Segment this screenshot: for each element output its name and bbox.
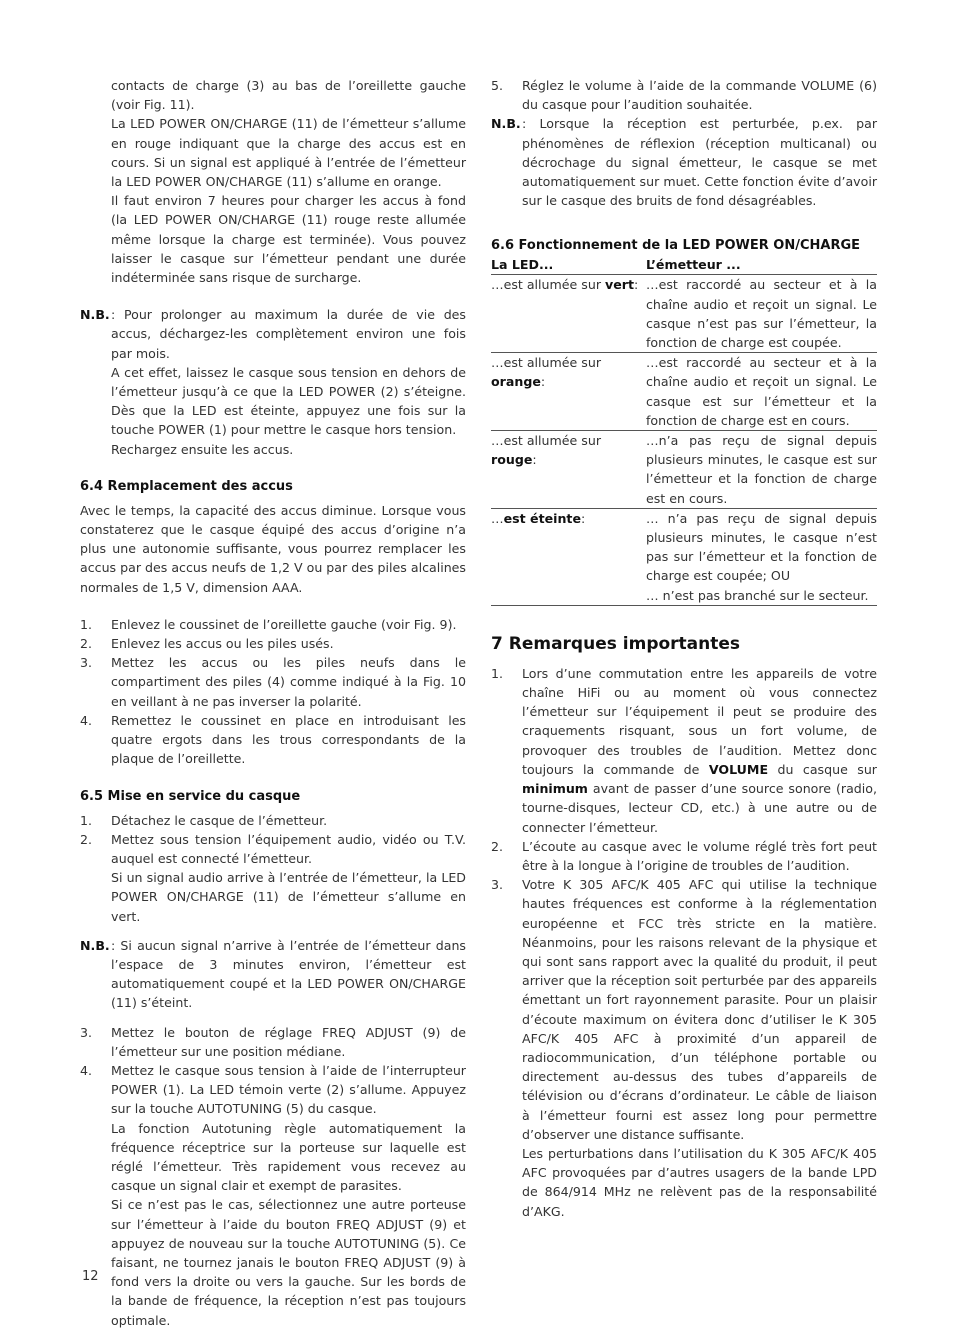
note-text: : Pour prolonger au maximum la durée de vie des accus, déchargez-les complètement environ une fois par mois. (111, 307, 466, 361)
list-text: Les perturbations dans l’utilisation du K 305 AFC/K 405 AFC provoquées par d’autres usagers de la bande LPD de 864/914 MHz ne relèvent pas de la responsabilité d’AKG. (522, 1145, 877, 1219)
list-item (80, 811, 466, 830)
list-text: Mettez sous tension l’équipement audio, vidéo ou T.V. auquel est connecté l’émetteur. (111, 831, 466, 866)
list-item (491, 837, 877, 875)
section-heading-7: 7 Remarques importantes (491, 633, 741, 654)
list-number: 2. (80, 636, 93, 652)
list-item (80, 830, 466, 926)
list-item (80, 1023, 466, 1061)
table-cell-state: …est allumée sur vert: (491, 275, 646, 353)
list-text: Réglez le volume à l’aide de la commande VOLUME (6) du casque pour l’audition souhaitée. (522, 78, 877, 113)
list-text: Si un signal audio arrive à l’entrée de l’émetteur, la LED POWER ON/CHARGE (11) de l’émetteur s’allume en vert. (111, 870, 466, 924)
list-item: 1. Lors d’une commutation entre les appareils de votre chaîne HiFi ou au moment où vous connectez l’émetteur sur l’équipement il peut se produire des craquements risquant, sous un fort volume, de provoquer des troubles de l’audition. Mettez donc toujours la commande de VOLUME du casque sur minimum avant de passer d’une source sonore (radio, tourne-disques, lecteur CD, etc.) à une autre ou de connecter l’émetteur. (491, 665, 877, 835)
list-number: 5. (491, 78, 504, 93)
list-number: 3. (80, 655, 93, 671)
note-label: N.B. (80, 937, 110, 953)
list-item (80, 634, 466, 653)
note-label: N.B. (491, 116, 521, 132)
table-cell-desc: …est raccordé au secteur et à la chaîne audio et reçoit un signal. Le casque est sur l’émetteur et la fonction de charge est en cours. (646, 353, 877, 431)
list-item (80, 711, 466, 769)
section-paragraph: Avec le temps, la capacité des accus diminue. Lorsque vous constaterez que le casque équipé des accus d’origine n’a plus une autonomie suffisante, vous pourrez remplacer les accus par des accus neufs de 1,2 V ou par des piles alcalines normales de 1,5 V, dimension AAA. (80, 502, 466, 595)
table-row (491, 431, 877, 509)
table-cell-state: …est éteinte: (491, 508, 646, 605)
table-cell-desc: …est raccordé au secteur et à la chaîne audio et reçoit un signal. Le casque n’est pas sur l’émetteur, la fonction de charge est coupée. (646, 275, 877, 353)
list-number: 3. (491, 877, 504, 893)
list-number: 1. (80, 812, 93, 828)
note-text: : Si aucun signal n’arrive à l’entrée de l’émetteur dans l’espace de 3 minutes environ, l’émetteur est automatiquement coupé et la LED POWER ON/CHARGE (11) s’éteint. (111, 937, 466, 1011)
intro-paragraph: contacts de charge (3) au bas de l’oreillette gauche (voir Fig. 11). (111, 78, 466, 113)
list-text: Enlevez les accus ou les piles usés. (111, 636, 334, 652)
list-number: 4. (80, 1062, 93, 1078)
table-cell-desc: … n’a pas reçu de signal depuis plusieurs minutes, le casque n’est pas sur l’émetteur et la fonction de charge est coupée; OU … n’est pas branché sur le secteur. (646, 508, 877, 605)
keyword-minimum: minimum (522, 781, 588, 797)
list-item (491, 875, 877, 1221)
note-block (80, 305, 466, 459)
list-number: 4. (80, 712, 93, 728)
note-block (491, 114, 877, 210)
note-label: N.B. (80, 307, 110, 323)
list-text: Si ce n’est pas le cas, sélectionnez une autre porteuse sur l’émetteur à l’aide du bouton FREQ ADJUST (9) et appuyez de nouveau sur la touche AUTOTUNING (5). Ce faisant, ne tournez janais le bouton FREQ ADJUST (9) à fond vers la droite ou vers la gauche. Sur les bords de la bande de fréquence, la réception n’est pas toujours optimale. (111, 1197, 466, 1328)
list-number: 1. (491, 665, 504, 681)
table-header-led: La LED... (491, 255, 646, 275)
list-text: Mettez les accus ou les piles neufs dans le compartiment des piles (4) comme indiqué à la Fig. 10 en veillant à ne pas inverser la polarité. (111, 655, 466, 709)
list-text: Mettez le casque sous tension à l’aide de l’interrupteur POWER (1). La LED témoin verte (2) s’allume. Appuyez sur la touche AUTOTUNING (5) du casque. (111, 1062, 466, 1117)
keyword-volume: VOLUME (708, 761, 769, 777)
table-header-emitter: L’émetteur ... (646, 255, 877, 275)
right-column (491, 76, 877, 1221)
table-row (491, 353, 877, 431)
list-text: Enlevez le coussinet de l’oreillette gauche (voir Fig. 9). (111, 616, 457, 632)
list-text: L’écoute au casque avec le volume réglé très fort peut être à la longue à l’origine de troubles de l’audition. (522, 838, 877, 873)
led-status-table (491, 255, 877, 605)
intro-paragraph: La LED POWER ON/CHARGE (11) de l’émetteur s’allume en rouge indiquant que la charge des accus est en cours. Si un signal est appliqué à l’entrée de l’émetteur la LED POWER ON/CHARGE (11) s’allume en orange. (111, 116, 466, 190)
list-item (80, 615, 466, 634)
list-number: 2. (491, 838, 504, 854)
table-cell-state: …est allumée sur orange: (491, 353, 646, 431)
section-heading-6-4: 6.4 Remplacement des accus (80, 478, 293, 494)
list-item (491, 76, 877, 114)
list-text: Remettez le coussinet en place en introduisant les quatre ergots dans les trous correspondants de la plaque de l’oreillette. (111, 712, 466, 767)
list-number: 1. (80, 616, 93, 632)
list-item (80, 653, 466, 711)
note-text: A cet effet, laissez le casque sous tension en dehors de l’émetteur jusqu’à ce que la LED POWER (2) s’éteigne. Dès que la LED est éteinte, appuyez une fois sur la touche POWER (1) pour mettre le casque hors tension. (111, 364, 466, 438)
section-heading-6-6: 6.6 Fonctionnement de la LED POWER ON/CHARGE (491, 238, 861, 254)
list-text: Détachez le casque de l’émetteur. (111, 812, 328, 828)
note-text: Rechargez ensuite les accus. (111, 441, 294, 457)
table-cell-desc: …n’a pas reçu de signal depuis plusieurs minutes, le casque est sur l’émetteur et la fonction de charge est en cours. (646, 431, 877, 509)
section-heading-6-5: 6.5 Mise en service du casque (80, 788, 301, 804)
intro-paragraph: Il faut environ 7 heures pour charger les accus à fond (la LED POWER ON/CHARGE (11) rouge reste allumée même lorsque la charge est terminée). Vous pouvez laisser le casque sur l’émetteur pendant une durée indéterminée sans risque de surcharge. (111, 193, 466, 286)
list-text: Votre K 305 AFC/K 405 AFC qui utilise la technique hautes fréquences est conforme à la réglementation européenne et FCC très stricte en la matière. Néanmoins, pour les raisons relevant de la physique et qui sont sans rapport avec la qualité du produit, il peut arriver que la réception soit perturbée par des appareils émettant un fort rayonnement parasite. Pour un plaisir d’écoute maximum on évitera donc d’utiliser le K 305 AFC/K 405 AFC à proximité d’un appareil de radiocommunication, d’un téléphone portable ou directement au-dessus des tubes d’appareils de télévision ou d’écrans d’ordinateur. Le câble de liaison à l’émetteur fourni est assez long pour permettre d’observer une distance suffisante. (522, 877, 877, 1142)
list-number: 2. (80, 831, 93, 847)
page-number: 12 (82, 1269, 99, 1284)
list-number: 3. (80, 1024, 93, 1040)
table-cell-state: …est allumée sur rouge: (491, 431, 646, 509)
table-row (491, 508, 877, 605)
list-text: La fonction Autotuning règle automatiquement la fréquence réceptrice sur la porteuse sur laquelle est réglé l’émetteur. Très rapidement vous recevez au casque un signal clair et exempt de parasites. (111, 1120, 466, 1194)
note-block (80, 936, 466, 1013)
note-text: : Lorsque la réception est perturbée, p.ex. par phénomènes de réflexion (réception multicanal) ou décrochage du signal émetteur, le casque se met automatiquement sur muet. Cette fonction évite d’avoir sur le casque des bruits de fond désagréables. (522, 116, 877, 209)
table-row (491, 275, 877, 353)
list-text: Mettez le bouton de réglage FREQ ADJUST (9) de l’émetteur sur une position médiane. (111, 1024, 466, 1059)
left-column (80, 76, 466, 1330)
list-item (80, 1061, 466, 1330)
